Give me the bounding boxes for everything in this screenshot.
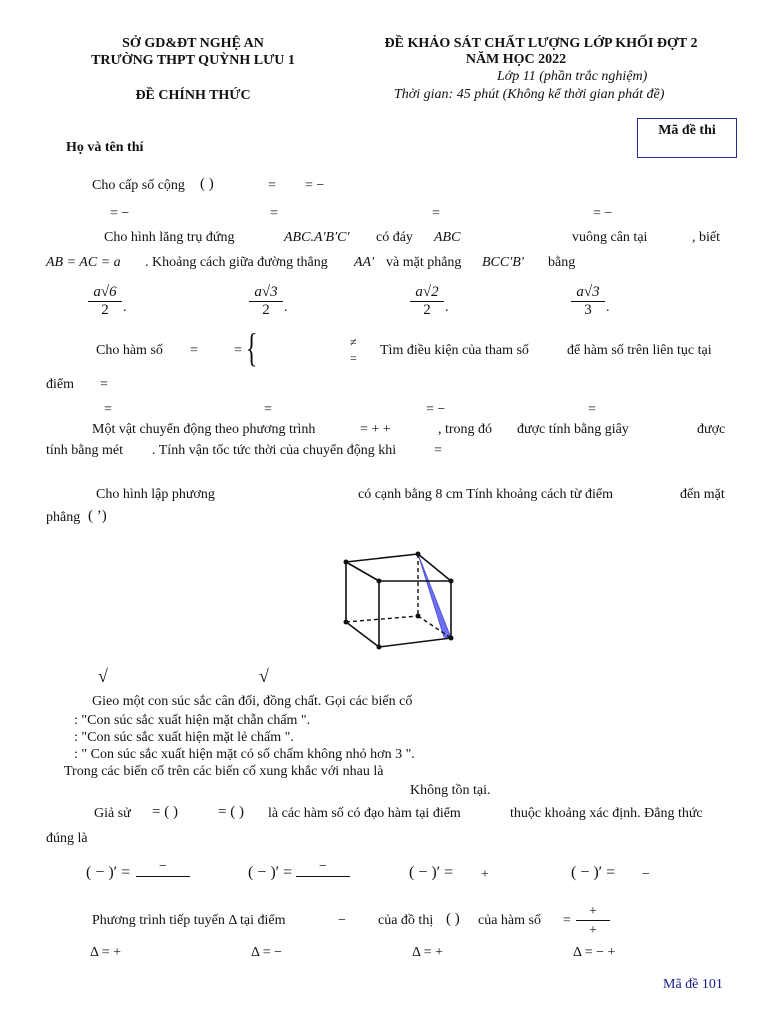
q2-prism: ABC.A′B′C′ — [284, 230, 350, 245]
q8-text-a: Phương trình tiếp tuyến Δ tại điểm — [92, 913, 286, 928]
grade-label: Lớp 11 (phần trắc nghiệm) — [497, 69, 648, 84]
q2-text-e: . Khoảng cách giữa đường thẳng — [145, 255, 328, 270]
vertex — [449, 636, 454, 641]
q5-text-a: Cho hình lập phương — [96, 487, 215, 502]
q1-paren: ( ) — [200, 176, 214, 192]
q4-text-e: tính bằng mét — [46, 443, 123, 458]
q2-option-b-num: a√3 — [249, 284, 283, 302]
q6-stem: Gieo một con súc sắc cân đối, đồng chất. Gọi các biến cố — [92, 694, 413, 709]
q2-text-b: có đáy — [376, 230, 413, 245]
q6-event-1: : "Con súc sắc xuất hiện mặt chẵn chấm ". — [74, 713, 311, 728]
q3-brace: { — [245, 325, 258, 370]
exam-code-box — [637, 118, 737, 158]
q2-ab-ac: AB = AC = a — [46, 255, 121, 270]
q2-option-d-den: 3 — [584, 302, 592, 318]
cube-edge — [346, 554, 418, 562]
q7-option-d-lhs: ( − )′ = — [571, 864, 616, 881]
q3-eq1: = — [190, 343, 198, 358]
q3-eq3: = — [350, 351, 357, 365]
q8-text-c: của đồ thị — [378, 913, 434, 928]
q2-text-a: Cho hình lăng trụ đứng — [104, 230, 235, 245]
q3-option-d: = — [588, 402, 596, 417]
q4-text-b: , trong đó — [438, 422, 493, 437]
q3-text-c: để hàm số trên liên tục tại — [567, 343, 712, 358]
q7-option-c-rhs: + — [481, 867, 489, 882]
vertex — [377, 645, 382, 650]
q3-eq2: = — [234, 343, 242, 358]
q7-option-b-num: − — [296, 858, 350, 877]
vertex — [344, 560, 349, 565]
q2-text-f: và mặt phẳng — [386, 255, 462, 270]
q4-text-a: Một vật chuyển động theo phương trình — [92, 422, 316, 437]
q2-option-a-den: 2 — [101, 302, 109, 318]
footer-exam-code: Mã đề 101 — [663, 977, 723, 992]
q8-option-c: Δ = + — [412, 945, 444, 960]
q4-equation: = + + — [360, 422, 391, 437]
q2-option-d — [571, 284, 605, 319]
q1-option-a: = − — [110, 206, 130, 221]
q2-option-a-num: a√6 — [88, 284, 122, 302]
q2-line: AA′ — [354, 255, 375, 270]
q6-answer: Không tồn tại. — [410, 783, 491, 798]
q7-g: = ( ) — [218, 804, 244, 820]
q6-question: Trong các biến cố trên các biến cố xung khắc với nhau là — [64, 764, 384, 779]
q3-option-b: = — [264, 402, 272, 417]
q6-event-2: : "Con súc sắc xuất hiện mặt lẻ chấm ". — [74, 730, 294, 745]
q5-text-b: có cạnh bằng 8 cm Tính khoảng cách từ điểm — [358, 487, 613, 502]
q2-plane: BCC′B′ — [482, 255, 524, 270]
q7-f: = ( ) — [152, 804, 178, 820]
q2-text-g: bằng — [548, 255, 576, 270]
cube-edge — [346, 562, 379, 581]
q8-eq: = — [563, 913, 571, 928]
q7-text-a: Giả sử — [94, 806, 131, 821]
q3-stem: Cho hàm số — [96, 343, 163, 358]
q3-point-label: điểm — [46, 377, 74, 392]
exam-code-label: Mã đề thi — [658, 123, 716, 138]
q8-frac-den: + — [589, 923, 597, 938]
q8-option-b: Δ = − — [251, 945, 283, 960]
q8-paren: ( ) — [446, 911, 460, 927]
q3-option-a: = — [104, 402, 112, 417]
q4-text-d: được — [697, 422, 726, 437]
q2-option-c-dot: . — [445, 300, 449, 315]
q5-paren: ( ’) — [88, 508, 107, 524]
q8-text-b: − — [338, 913, 346, 928]
q7-text-b: là các hàm số có đạo hàm tại điểm — [268, 806, 461, 821]
q5-text-d: phẳng — [46, 510, 81, 525]
q2-option-c-den: 2 — [423, 302, 431, 318]
q6-event-3: : " Con súc sắc xuất hiện mặt có số chấm không nhỏ hơn 3 ". — [74, 747, 415, 762]
q8-text-d: của hàm số — [478, 913, 541, 928]
q8-frac-num: + — [576, 904, 610, 921]
exam-title: ĐỀ KHẢO SÁT CHẤT LƯỢNG LỚP KHỐI ĐỢT 2 — [384, 36, 698, 51]
cube-figure — [336, 548, 458, 652]
dept-name: SỞ GD&ĐT NGHỆ AN — [122, 36, 264, 51]
q7-option-a-lhs: ( − )′ = — [86, 864, 131, 881]
q2-option-b — [249, 284, 283, 319]
school-year: NĂM HỌC 2022 — [465, 52, 567, 67]
q2-option-d-dot: . — [606, 300, 610, 315]
q2-option-b-dot: . — [284, 300, 288, 315]
q5-option-sqrt-b: √ — [259, 666, 269, 686]
q7-option-c-lhs: ( − )′ = — [409, 864, 454, 881]
q5-text-c: đến mặt — [680, 487, 725, 502]
q1-stem: Cho cấp số cộng — [92, 178, 185, 193]
q1-eq2: = − — [305, 178, 325, 193]
cube-edge — [379, 638, 451, 647]
q3-neq: ≠ — [350, 335, 357, 349]
q5-option-sqrt-a: √ — [98, 666, 108, 686]
cube-edge — [346, 622, 379, 647]
q2-option-b-den: 2 — [262, 302, 270, 318]
q4-eq: = — [434, 443, 442, 458]
q2-text-c: vuông cân tại — [572, 230, 648, 245]
q1-eq1: = — [268, 178, 276, 193]
q4-text-f: . Tính vận tốc tức thời của chuyển động khi — [152, 443, 397, 458]
student-name-label: Họ và tên thí — [66, 140, 144, 155]
q4-text-c: được tính bằng giây — [517, 422, 629, 437]
q7-text-c: thuộc khoảng xác định. Đẳng thức — [510, 806, 703, 821]
q7-text-d: đúng là — [46, 831, 88, 846]
vertex — [377, 579, 382, 584]
q3-option-c: = − — [426, 402, 446, 417]
official-label: ĐỀ CHÍNH THỨC — [135, 88, 251, 103]
vertex — [344, 620, 349, 625]
q7-option-d-rhs: − — [642, 867, 650, 882]
hidden-edge — [346, 616, 418, 622]
q2-option-a — [88, 284, 122, 319]
q1-option-d: = − — [593, 206, 613, 221]
q3-text-b: Tìm điều kiện của tham số — [380, 343, 529, 358]
q2-base: ABC — [434, 230, 461, 245]
q2-text-d: , biết — [692, 230, 720, 245]
q8-option-d: Δ = − + — [573, 945, 616, 960]
time-label: Thời gian: 45 phút (Không kể thời gian phát đề) — [394, 87, 665, 102]
q2-option-c-num: a√2 — [410, 284, 444, 302]
q2-option-a-dot: . — [123, 300, 127, 315]
vertex — [449, 579, 454, 584]
q1-option-c: = — [432, 206, 440, 221]
vertex — [416, 614, 421, 619]
school-name: TRƯỜNG THPT QUỲNH LƯU 1 — [91, 53, 295, 68]
q7-option-a-num: − — [136, 858, 190, 877]
q1-option-b: = — [270, 206, 278, 221]
q2-option-d-num: a√3 — [571, 284, 605, 302]
q3-point-eq: = — [100, 377, 108, 392]
q8-option-a: Δ = + — [90, 945, 122, 960]
q2-option-c — [410, 284, 444, 319]
vertex — [416, 552, 421, 557]
q7-option-b-lhs: ( − )′ = — [248, 864, 293, 881]
